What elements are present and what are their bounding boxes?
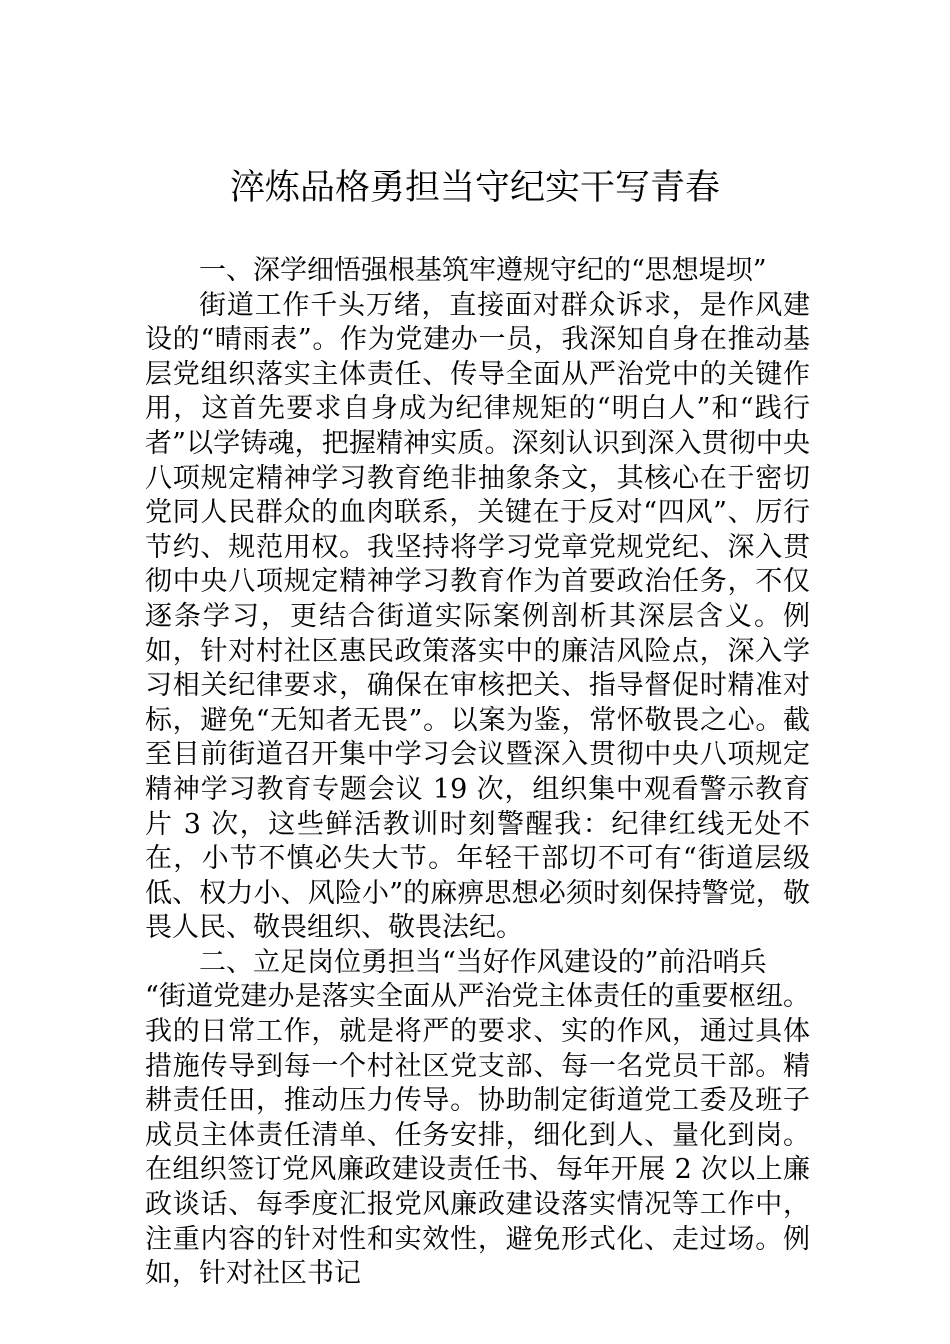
document-title: 淬炼品格勇担当守纪实干写青春 xyxy=(229,168,720,208)
section-2-heading: 二、立足岗位勇担当“当好作风建设的”前沿哨兵 xyxy=(199,946,767,978)
section-2-paragraph: “街道党建办是落实全面从严治党主体责任的重要枢纽。我的日常工作，就是将严的要求、实的作风，通过具体措施传导到每一个村社区党支部、每一名党员干部。精耕责任田，推动压力传导。协助制定街道党工委及班子成员主体责任清单、任务安排，细化到人、量化到岗。在组织签订党风廉政建设责任书、每年开展 2 次以上廉政谈话、每季度汇报党风廉政建设落实情况等工作中，注重内容的针对性和实效性，避免形式化、走过场。例如，针对社区书记 xyxy=(145,981,810,1290)
section-1-heading: 一、深学细悟强根基筑牢遵规守纪的“思想堤坝” xyxy=(199,255,767,286)
section-1-paragraph: 街道工作千头万绪，直接面对群众诉求，是作风建设的“晴雨表”。作为党建办一员，我深知自身在推动基层党组织落实主体责任、传导全面从严治党中的关键作用，这首先要求自身成为纪律规矩的“明白人”和“践行者”以学铸魂，把握精神实质。深刻认识到深入贯彻中央八项规定精神学习教育绝非抽象条文，其核心在于密切党同人民群众的血肉联系，关键在于反对“四风”、厉行节约、规范用权。我坚持将学习党章党规党纪、深入贯彻中央八项规定精神学习教育作为首要政治任务，不仅逐条学习，更结合街道实际案例剖析其深层含义。例如，针对村社区惠民政策落实中的廉洁风险点，深入学习相关纪律要求，确保在审核把关、指导督促时精准对标，避免“无知者无畏”。以案为鉴，常怀敬畏之心。截至目前街道召开集中学习会议暨深入贯彻中央八项规定精神学习教育专题会议 19 次，组织集中观看警示教育片 3 次，这些鲜活教训时刻警醒我：纪律红线无处不在，小节不慎必失大节。年轻干部切不可有“街道层级低、权力小、风险小”的麻痹思想必须时刻保持警觉，敬畏人民、敬畏组织、敬畏法纪。 xyxy=(145,289,810,944)
document-body xyxy=(145,254,810,1292)
